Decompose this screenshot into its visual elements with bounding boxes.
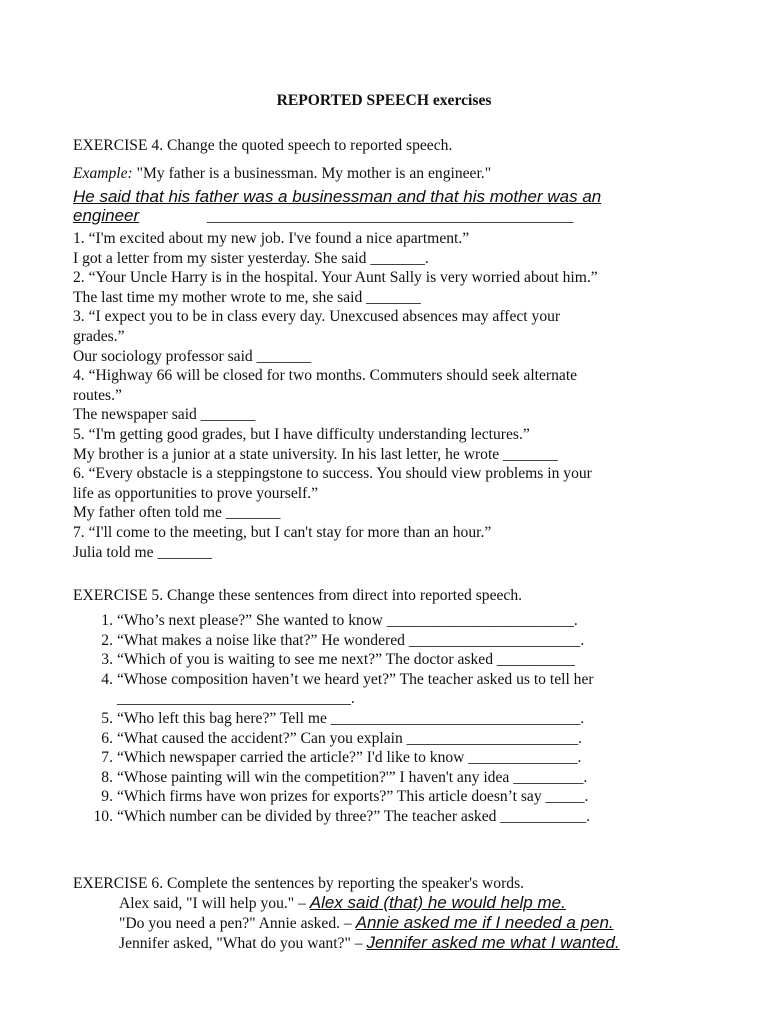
exercise-4-line: 4. “Highway 66 will be closed for two months. Commuters should seek alternate <box>73 367 578 385</box>
exercise-6-answer: Annie asked me if I needed a pen. <box>355 913 614 932</box>
list-item: 3. “Which of you is waiting to see me next?” The doctor asked __________ <box>101 651 575 669</box>
exercise-4-line: 2. “Your Uncle Harry is in the hospital. Your Aunt Sally is very worried about him.” <box>73 269 598 287</box>
list-item: 2. “What makes a noise like that?” He wondered ______________________. <box>101 631 585 649</box>
exercise-5-heading: EXERCISE 5. Change these sentences from direct into reported speech. <box>73 587 523 604</box>
page-title: REPORTED SPEECH exercises <box>276 92 492 109</box>
list-item: 4. “Whose composition haven’t we heard yet?” The teacher asked us to tell her <box>101 670 594 688</box>
exercise-4-line: 7. “I'll come to the meeting, but I can't stay for more than an hour.” <box>73 523 492 541</box>
exercise-6-prompt: "Do you need a pen?" Annie asked. – <box>119 915 356 932</box>
exercise-6-item <box>119 933 620 954</box>
list-item: 5. “Who left this bag here?” Tell me ________________________________. <box>101 709 585 727</box>
example-label: Example: <box>73 165 133 182</box>
exercise-4-line: grades.” <box>73 327 125 345</box>
exercise-4-line: The last time my mother wrote to me, she said _______ <box>73 288 421 306</box>
exercise-6-prompt: Jennifer asked, "What do you want?" – <box>119 935 367 952</box>
exercise-4-heading: EXERCISE 4. Change the quoted speech to reported speech. <box>73 137 453 154</box>
exercise-4-line: 3. “I expect you to be in class every day. Unexcused absences may affect your <box>73 308 561 326</box>
list-item: 10. “Which number can be divided by three?” The teacher asked ___________. <box>93 807 590 825</box>
exercise-4-line: 5. “I'm getting good grades, but I have difficulty understanding lectures.” <box>73 425 530 443</box>
exercise-4-line: Our sociology professor said _______ <box>73 347 312 365</box>
example-answer-blank: _______________________________________________ <box>206 208 574 225</box>
exercise-4-line: routes.” <box>73 386 122 404</box>
exercise-6-item <box>119 913 614 934</box>
exercise-6-item <box>119 893 566 914</box>
list-item: 7. “Which newspaper carried the article?” I'd like to know ______________. <box>101 749 582 767</box>
exercise-4-line: I got a letter from my sister yesterday. She said _______. <box>73 249 429 267</box>
exercise-4-line: life as opportunities to prove yourself.” <box>73 484 319 502</box>
example-text: "My father is a businessman. My mother is an engineer." <box>132 165 492 182</box>
example-answer-line-1: He said that his father was a businessman and that his mother was an <box>73 187 602 206</box>
exercise-5-list <box>73 611 594 827</box>
list-item: 8. “Whose painting will win the competition?'” I haven't any idea _________. <box>101 768 588 786</box>
example-answer-word: engineer <box>73 206 140 225</box>
exercise-4-line: My brother is a junior at a state university. In his last letter, he wrote _______ <box>73 445 558 463</box>
exercise-4-example <box>73 164 491 184</box>
list-item-continuation: ______________________________. <box>117 690 355 708</box>
exercise-6-prompt: Alex said, "I will help you." – <box>119 895 310 912</box>
exercise-4-line: 1. “I'm excited about my new job. I've found a nice apartment.” <box>73 230 470 247</box>
exercise-4-line: 6. “Every obstacle is a steppingstone to success. You should view problems in your <box>73 465 592 483</box>
list-item: 1. “Who’s next please?” She wanted to know ________________________. <box>101 612 578 629</box>
list-item: 6. “What caused the accident?” Can you explain ______________________. <box>101 729 583 747</box>
exercise-6-answer: Alex said (that) he would help me. <box>309 893 566 912</box>
exercise-4-line: My father often told me _______ <box>73 504 281 522</box>
exercise-6-answer: Jennifer asked me what I wanted. <box>366 933 620 952</box>
exercise-4-line: Julia told me _______ <box>73 543 213 561</box>
exercise-4-line: The newspaper said _______ <box>73 406 256 424</box>
example-answer-line-2 <box>73 206 573 227</box>
exercise-4-items <box>73 229 713 562</box>
exercise-6-heading: EXERCISE 6. Complete the sentences by reporting the speaker's words. <box>73 875 525 892</box>
list-item: 9. “Which firms have won prizes for exports?” This article doesn’t say _____. <box>101 788 589 806</box>
